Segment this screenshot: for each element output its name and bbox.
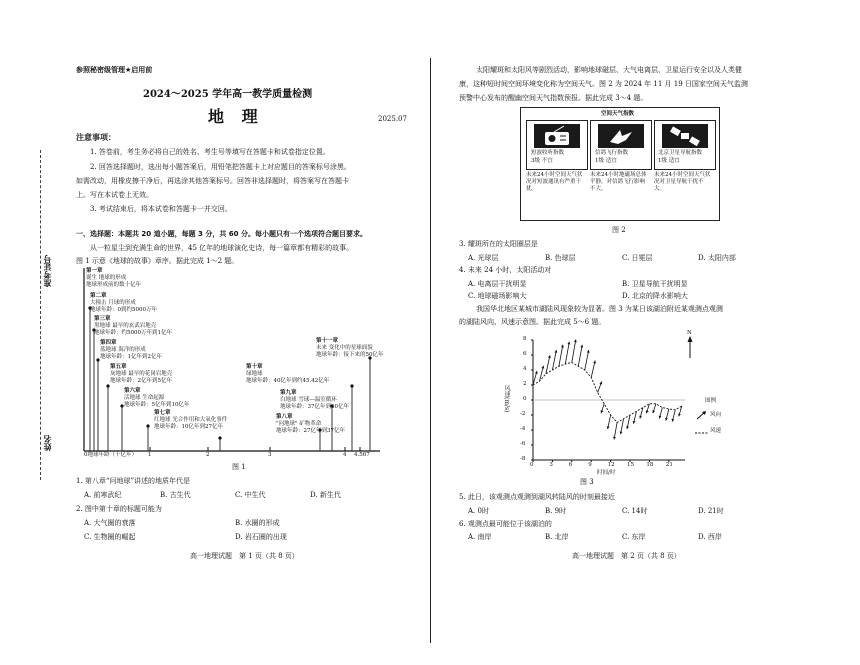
y-tick-label: 4 [523, 366, 527, 372]
q5-option-c: C. 14时 [622, 507, 648, 515]
chapter-7: 第七章 红地球 光合作用和大氧化事件 地球年龄：10亿年到27亿年 [154, 410, 228, 430]
name-label: 姓名 [43, 435, 52, 451]
q1-option-b: B. 古生代 [160, 491, 191, 499]
legend-title: 图例 [705, 398, 717, 404]
wind-arrow-head [548, 355, 551, 358]
note-item: 上。写在本试卷上无效。 [76, 191, 153, 199]
tick-label: 2 [206, 452, 210, 458]
q6-option-b: B. 北岸 [545, 533, 569, 541]
figure-2-caption: 图 2 [612, 226, 626, 234]
chapter-4: 第四章 蓝地球 海洋的形成 地球年龄：1亿年到2亿年 [100, 340, 162, 360]
y-tick-label: 2 [523, 381, 527, 387]
tick-label: 4 [343, 452, 347, 458]
q3-option-a: A. 光球层 [468, 254, 499, 262]
forecast-text: 未来24小时空间天气状况对短波通讯有严重干扰。 [526, 172, 583, 192]
q6-stem: 6. 观测点最可能位于该湖泊的 [459, 520, 552, 528]
north-label: N [687, 330, 692, 336]
subject-title: 地 理 [208, 107, 264, 126]
figure-3 [500, 330, 740, 490]
figure-1-caption: 图 1 [232, 463, 246, 471]
y-tick-label: 0 [523, 396, 527, 402]
page-divider [430, 58, 431, 643]
note-item: 1. 答卷前，考生务必将自己的姓名、考生号等填写在答题卡和试卷指定位置。 [90, 148, 330, 156]
x-axis-label: 时间/时 [597, 470, 616, 476]
wind-arrow-head [593, 361, 596, 364]
x-tick-label: 12 [607, 462, 615, 468]
chapter-2: 第二章 大撞击 月球的形成 地球年龄：0到约5000万年 [90, 293, 157, 313]
figure-2 [520, 107, 720, 221]
page-footer-right: 高一地理试题 第 2 页（共 8 页） [572, 552, 681, 560]
q56-intro-line: 的湖陆风向、风速示意图。据此完成 5～6 题。 [459, 318, 606, 326]
tick-label: 1 [148, 452, 152, 458]
chapter-3: 第三章 黑地球 最早的玄武岩地壳 地球年龄：约5000万年到1亿年 [94, 316, 172, 336]
note-item: 3. 考试结束后，将本试卷和答题卡一并交回。 [90, 205, 232, 213]
exam-number-label: 准考证号 [43, 255, 52, 287]
q3-option-b: B. 色球层 [545, 254, 576, 262]
wind-arrow-head [620, 431, 623, 434]
chapter-8: 第八章 "问地球" 矿物革命 地球年龄：27亿年到37亿年 [276, 414, 345, 434]
wind-direction-legend-icon [696, 410, 708, 420]
chapter-11: 第十一章 未来 变化中的星球面貌 地球年龄：接下来的50亿年 [316, 338, 384, 358]
figure-1 [70, 268, 425, 468]
binding-line [40, 150, 41, 480]
tick-label: 4.567 [354, 452, 370, 458]
legend-wind-speed: 风速 [710, 428, 722, 434]
exam-title: 2024～2025 学年高一教学质量检测 [143, 89, 313, 100]
x-tick-label: 15 [627, 462, 635, 468]
radio-card [526, 120, 588, 170]
q1-option-a: A. 前寒武纪 [84, 491, 122, 499]
x-tick-label: 0 [530, 462, 534, 468]
forecast-text: 未来24小时地磁场总体平静，对信鸽飞行影响不大。 [590, 172, 647, 192]
radio-icon [534, 124, 580, 148]
card-level: 1级 适宜 [658, 158, 680, 164]
y-tick-label: 8 [523, 336, 527, 342]
wind-arrow-head [626, 426, 629, 429]
q2-option-c: C. 生物圈的崛起 [84, 533, 136, 541]
wind-arrow [578, 345, 582, 367]
q2-option-d: D. 岩石圈的出现 [235, 533, 287, 541]
q56-intro-line: 我国华北地区某城市湖陆风现象较为显著。图 3 为某日该湖泊附近某观测点观测 [476, 305, 723, 313]
chapter-1: 第一章 诞生 地球的形成 地球形成前的数十亿年 [86, 268, 142, 288]
card-label: 短波收听指数 [531, 150, 565, 156]
pigeon-icon [598, 124, 644, 148]
chapter-6: 第六章 活地球 生命起源 地球年龄：5亿年到10亿年 [124, 388, 190, 408]
card-level: 3级 不宜 [531, 158, 553, 164]
legend-wind-direction: 风向 [710, 412, 722, 418]
intro-line: 图 1 示意《地球的故事》章序。据此完成 1～2 题。 [76, 257, 239, 265]
right-intro-line: 预警中心发布的醒幽空间天气指数预报。据此完成 3～4 题。 [459, 94, 648, 102]
card-level: 1级 适宜 [595, 158, 617, 164]
q2-option-b: B. 水圈的形成 [235, 519, 280, 527]
wind-speed-legend-line [695, 430, 709, 436]
wind-arrow-head [554, 350, 557, 353]
q4-option-b: B. 卫星导航干扰明显 [622, 280, 688, 288]
x-tick-label: 3 [549, 462, 553, 468]
y-axis-label: 风速(m/s) [503, 385, 510, 413]
q2-option-a: A. 大气圈的衰落 [84, 519, 136, 527]
x-tick-label: 6 [568, 462, 573, 468]
figure-2-title: 空间天气指数 [601, 111, 635, 117]
note-item: 2. 回答选择题时，选出每小题答案后，用铅笔把答题卡上对应题目的答案标号涂黑。 [90, 163, 351, 171]
secret-label: 参照秘密级管理★启用前 [76, 66, 153, 74]
q6-option-a: A. 南岸 [468, 533, 492, 541]
x-tick-label: 21 [665, 462, 673, 468]
q1-stem: 1. 第八章“问地球”讲述的地质年代是 [76, 477, 191, 485]
q4-option-c: C. 地球磁场影响大 [468, 292, 527, 300]
q1-option-d: D. 新生代 [310, 491, 341, 499]
q6-option-d: D. 西岸 [698, 533, 722, 541]
q3-stem: 3. 耀斑所在的太阳圈层是 [459, 240, 538, 248]
card-label: 北京卫星导航指数 [658, 150, 703, 156]
q3-option-c: C. 日冕层 [622, 254, 653, 262]
wind-arrow-head [633, 421, 636, 424]
wind-arrow [572, 340, 576, 363]
wind-arrow [565, 342, 569, 364]
y-tick-label: 6 [523, 351, 527, 357]
chapter-10: 第十章 绿地球 地球年龄：40亿年到约45.42亿年 [246, 364, 330, 384]
note-item: 如需改动，用橡皮擦干净后，再选涂其他答案标号。回答非选择题时，将答案写在答题卡 [76, 177, 349, 185]
right-intro-line: 康，这种短时间空间环境变化称为空间天气。图 2 为 2024 年 11 月 19 日国家空间天气监测 [459, 80, 748, 88]
wind-speed-line [533, 363, 682, 423]
figure-3-caption: 图 3 [580, 478, 594, 486]
q4-option-d: D. 北京的降水影响大 [622, 292, 688, 300]
page-footer-left: 高一地理试题 第 1 页（共 8 页） [190, 552, 299, 560]
chapter-9: 第九章 白地球 雪球—温室循环 地球年龄：37亿年到40亿年 [280, 390, 349, 410]
x-tick-label: 9 [588, 462, 592, 468]
q2-stem: 2. 图中第十章的标题可能为 [76, 505, 162, 513]
q5-option-b: B. 9时 [545, 507, 567, 515]
satellite-icon [662, 124, 708, 148]
q4-stem: 4. 未来 24 小时，太阳活动对 [459, 266, 552, 274]
pigeon-card [590, 120, 652, 170]
y-tick-label: -6 [520, 441, 526, 447]
axis-title: 0地球年龄（十亿年） [84, 452, 137, 458]
q1-option-c: C. 中生代 [235, 491, 266, 499]
right-intro-line: 太阳耀斑和太阳风等剧烈活动，影响地球磁层、大气电离层、卫星运行安全以及人类健 [476, 66, 742, 74]
q5-option-d: D. 21时 [698, 507, 724, 515]
q5-option-a: A. 0时 [468, 507, 489, 515]
y-tick-label: -4 [520, 426, 526, 432]
intro-line: 从一粒星尘到充满生命的世界，45 亿年的地球演化史诗，每一篇章都有精彩的故事。 [90, 244, 354, 252]
wind-arrow [585, 350, 589, 370]
wind-arrow-head [587, 350, 590, 353]
wind-arrow [546, 355, 550, 374]
q6-option-c: C. 东岸 [622, 533, 646, 541]
wind-arrow-head [672, 419, 675, 422]
wind-arrow-head [607, 426, 610, 429]
card-label: 信鸽飞行指数 [595, 150, 629, 156]
wind-arrow [552, 350, 556, 370]
wind-arrow-head [541, 366, 544, 369]
satellite-card [654, 120, 716, 170]
q3-option-d: D. 太阳内部 [698, 254, 736, 262]
y-tick-label: -8 [520, 456, 526, 462]
notes-heading: 注意事项： [76, 133, 116, 142]
wind-arrow [559, 345, 563, 367]
y-tick-label: -2 [520, 411, 526, 417]
x-tick-label: 18 [646, 462, 654, 468]
section-heading: 一、选择题：本题共 20 道小题，每题 3 分，共 60 分。每小题只有一个选项符合题目要求。 [76, 230, 367, 238]
wind-arrow-head [665, 418, 668, 421]
exam-date: 2025.07 [378, 115, 407, 123]
q4-option-a: A. 电离层干扰明显 [468, 280, 527, 288]
q5-stem: 5. 此日，该观测点观测到湖风转陆风的时刻最接近 [459, 493, 615, 501]
chapter-5: 第五章 灰地球 最早的花岗岩地壳 地球年龄：2亿年到5亿年 [110, 364, 173, 384]
tick-label: 3 [268, 452, 272, 458]
forecast-text: 未来24小时空间天气状况对卫星导航干扰不大。 [654, 172, 711, 192]
